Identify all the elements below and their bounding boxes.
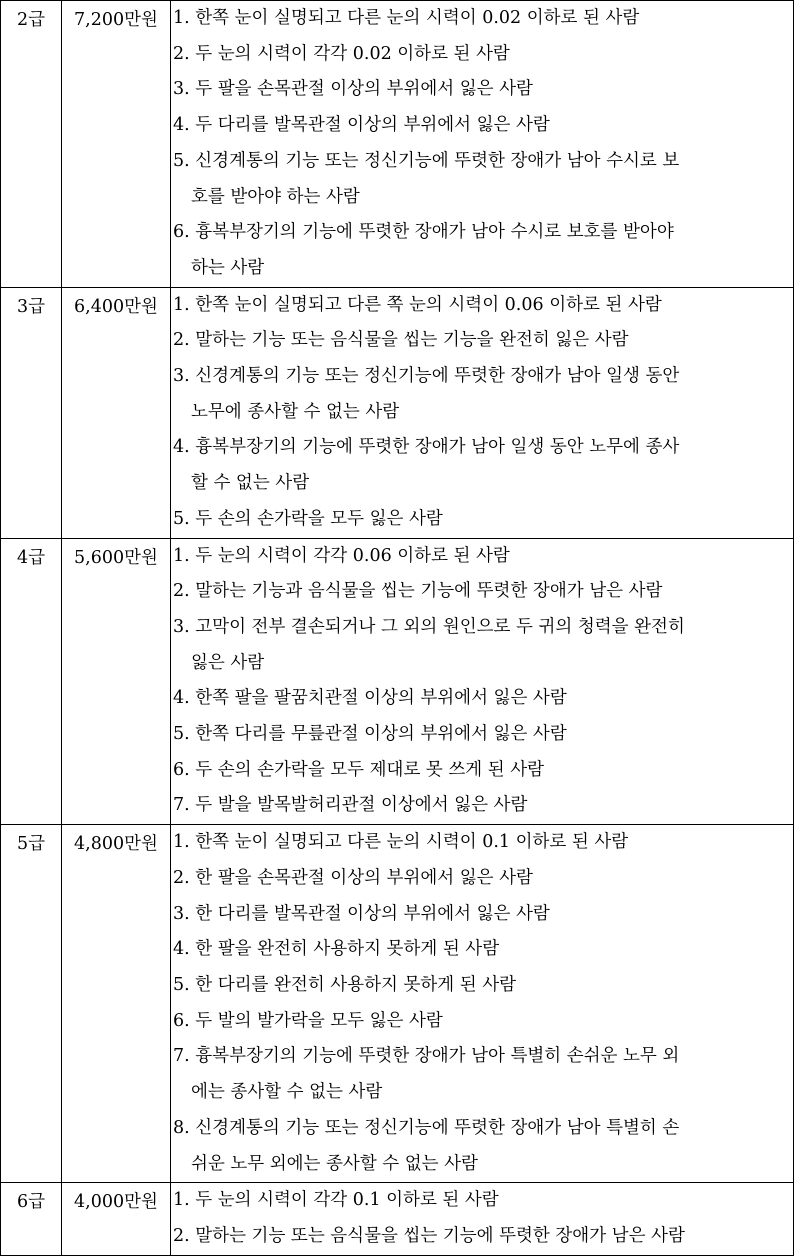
condition-item xyxy=(173,288,791,324)
condition-item xyxy=(173,932,791,968)
table-row xyxy=(1,1,794,288)
amount-cell: 5,600만원 xyxy=(62,538,171,825)
condition-text: 6. 두 발의 발가락을 모두 잃은 사람 xyxy=(173,1010,443,1031)
condition-text: 1. 두 눈의 시력이 각각 0.06 이하로 된 사람 xyxy=(173,545,510,566)
condition-item xyxy=(173,502,791,538)
condition-item xyxy=(173,1219,791,1255)
condition-item xyxy=(173,897,791,933)
amount-cell: 4,800만원 xyxy=(62,825,171,1183)
condition-text: 2. 한 팔을 손목관절 이상의 부위에서 잃은 사람 xyxy=(173,867,533,888)
condition-item xyxy=(173,430,791,501)
grade-cell: 2급 xyxy=(1,1,62,288)
condition-text: 4. 흉복부장기의 기능에 뚜렷한 장애가 남아 일생 동안 노무에 종사 xyxy=(173,437,680,458)
condition-text-continued: 노무에 종사할 수 없는 사람 xyxy=(191,401,400,422)
condition-text: 1. 한쪽 눈이 실명되고 다른 눈의 시력이 0.1 이하로 된 사람 xyxy=(173,832,629,853)
condition-text: 2. 말하는 기능과 음식물을 씹는 기능에 뚜렷한 장애가 남은 사람 xyxy=(173,581,663,602)
grade-cell: 6급 xyxy=(1,1183,62,1255)
condition-item xyxy=(173,788,791,824)
condition-item xyxy=(173,968,791,1004)
condition-text: 6. 두 손의 손가락을 모두 제대로 못 쓰게 된 사람 xyxy=(173,759,545,780)
condition-item xyxy=(173,323,791,359)
condition-text: 5. 신경계통의 기능 또는 정신기능에 뚜렷한 장애가 남아 수시로 보 xyxy=(173,150,680,171)
conditions-cell xyxy=(171,287,794,538)
condition-text: 7. 두 발을 발목발허리관절 이상에서 잃은 사람 xyxy=(173,795,528,816)
condition-item xyxy=(173,359,791,430)
condition-text-continued: 호를 받아야 하는 사람 xyxy=(191,186,360,207)
condition-text: 3. 두 팔을 손목관절 이상의 부위에서 잃은 사람 xyxy=(173,79,533,100)
table-row xyxy=(1,825,794,1183)
conditions-cell xyxy=(171,825,794,1183)
condition-text: 3. 고막이 전부 결손되거나 그 외의 원인으로 두 귀의 청력을 완전히 xyxy=(173,616,685,637)
condition-text: 3. 한 다리를 발목관절 이상의 부위에서 잃은 사람 xyxy=(173,903,550,924)
condition-text: 6. 흉복부장기의 기능에 뚜렷한 장애가 남아 수시로 보호를 받아야 xyxy=(173,222,674,243)
condition-text: 4. 한 팔을 완전히 사용하지 못하게 된 사람 xyxy=(173,939,500,960)
condition-text: 7. 흉복부장기의 기능에 뚜렷한 장애가 남아 특별히 손쉬운 노무 외 xyxy=(173,1046,680,1067)
condition-item xyxy=(173,215,791,286)
condition-text-continued: 쉬운 노무 외에는 종사할 수 없는 사람 xyxy=(191,1153,478,1174)
condition-item xyxy=(173,1004,791,1040)
condition-item xyxy=(173,108,791,144)
condition-text: 3. 신경계통의 기능 또는 정신기능에 뚜렷한 장애가 남아 일생 동안 xyxy=(173,366,680,387)
condition-item xyxy=(173,574,791,610)
amount-cell: 7,200만원 xyxy=(62,1,171,288)
condition-item xyxy=(173,37,791,73)
condition-text: 2. 두 눈의 시력이 각각 0.02 이하로 된 사람 xyxy=(173,43,510,64)
condition-item xyxy=(173,1,791,37)
condition-item xyxy=(173,861,791,897)
table-row xyxy=(1,1183,794,1255)
amount-cell: 4,000만원 xyxy=(62,1183,171,1255)
condition-item xyxy=(173,681,791,717)
amount-cell: 6,400만원 xyxy=(62,287,171,538)
condition-item xyxy=(173,72,791,108)
grade-cell: 5급 xyxy=(1,825,62,1183)
condition-text: 2. 말하는 기능 또는 음식물을 씹는 기능에 뚜렷한 장애가 남은 사람 xyxy=(173,1225,685,1246)
table-body xyxy=(1,1,794,1256)
condition-text: 5. 두 손의 손가락을 모두 잃은 사람 xyxy=(173,508,443,529)
table-row xyxy=(1,538,794,825)
condition-text: 4. 한쪽 팔을 팔꿈치관절 이상의 부위에서 잃은 사람 xyxy=(173,688,567,709)
condition-item xyxy=(173,1111,791,1182)
condition-text-continued: 하는 사람 xyxy=(191,257,265,278)
conditions-cell xyxy=(171,1183,794,1255)
condition-text: 2. 말하는 기능 또는 음식물을 씹는 기능을 완전히 잃은 사람 xyxy=(173,330,629,351)
conditions-cell xyxy=(171,1,794,288)
condition-text: 5. 한쪽 다리를 무릎관절 이상의 부위에서 잃은 사람 xyxy=(173,724,567,745)
condition-text: 5. 한 다리를 완전히 사용하지 못하게 된 사람 xyxy=(173,974,517,995)
condition-item xyxy=(173,825,791,861)
condition-item xyxy=(173,753,791,789)
condition-text: 1. 한쪽 눈이 실명되고 다른 눈의 시력이 0.02 이하로 된 사람 xyxy=(173,8,640,28)
condition-text: 8. 신경계통의 기능 또는 정신기능에 뚜렷한 장애가 남아 특별히 손 xyxy=(173,1117,680,1138)
condition-item xyxy=(173,1183,791,1219)
conditions-cell xyxy=(171,538,794,825)
condition-item xyxy=(173,717,791,753)
condition-text-continued: 할 수 없는 사람 xyxy=(191,473,310,494)
condition-item xyxy=(173,1039,791,1110)
condition-text-continued: 잃은 사람 xyxy=(191,652,265,673)
condition-text: 1. 한쪽 눈이 실명되고 다른 쪽 눈의 시력이 0.06 이하로 된 사람 xyxy=(173,294,662,315)
grade-cell: 4급 xyxy=(1,538,62,825)
condition-item xyxy=(173,539,791,575)
condition-item xyxy=(173,610,791,681)
grade-cell: 3급 xyxy=(1,287,62,538)
condition-item xyxy=(173,144,791,215)
condition-text: 1. 두 눈의 시력이 각각 0.1 이하로 된 사람 xyxy=(173,1190,499,1211)
table-row xyxy=(1,287,794,538)
condition-text-continued: 에는 종사할 수 없는 사람 xyxy=(191,1082,383,1103)
condition-text: 4. 두 다리를 발목관절 이상의 부위에서 잃은 사람 xyxy=(173,115,550,136)
